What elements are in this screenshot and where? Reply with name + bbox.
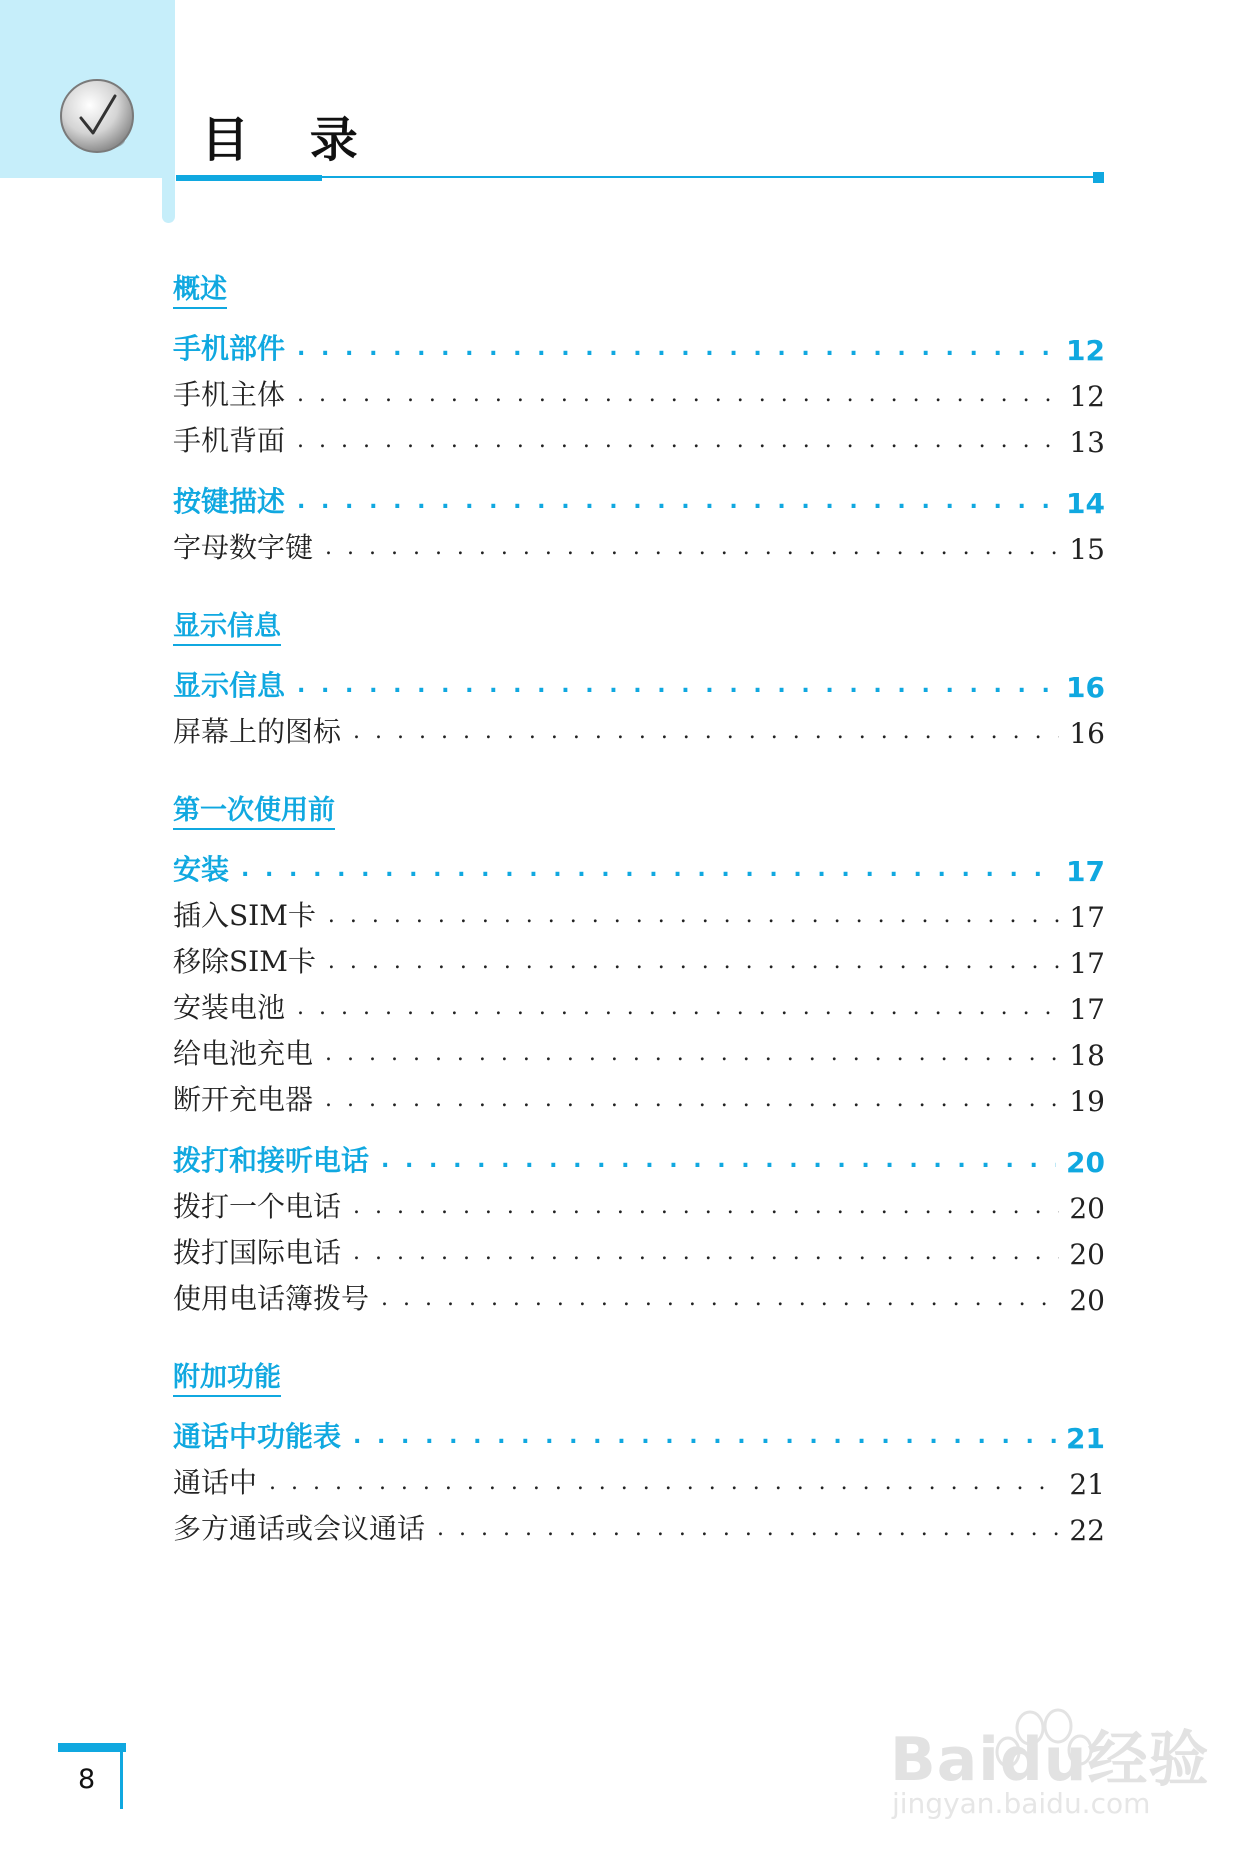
toc-entry-label: 拨打一个电话	[173, 1190, 342, 1223]
toc-leader-dots	[328, 949, 1059, 974]
checkmark-badge-icon	[55, 78, 139, 162]
toc-page-number: 19	[1069, 1085, 1105, 1118]
toc-page-number: 14	[1066, 487, 1105, 520]
toc-entry-label: 字母数字键	[173, 531, 314, 564]
toc-page-number: 17	[1069, 993, 1105, 1026]
toc-page-number: 13	[1069, 426, 1105, 459]
toc-leader-dots	[325, 1087, 1059, 1112]
toc-leader-dots	[353, 1194, 1059, 1219]
toc-entry-label: 拨打和接听电话	[173, 1144, 370, 1177]
toc-leader-dots	[297, 673, 1056, 698]
toc-major-entry[interactable]	[173, 664, 1105, 704]
page-number-bar	[58, 1743, 126, 1752]
toc-entry-label: 给电池充电	[173, 1037, 314, 1070]
toc-entry-label: 显示信息	[173, 669, 286, 702]
toc-section-heading	[173, 1360, 281, 1396]
toc-entry-label: 移除SIM卡	[173, 945, 316, 978]
toc-entry-label: 手机背面	[173, 424, 286, 457]
toc-page-number: 16	[1069, 717, 1105, 750]
toc-page-number: 17	[1066, 855, 1105, 888]
toc-leader-dots	[381, 1148, 1056, 1173]
toc-entry[interactable]	[173, 1277, 1105, 1317]
toc-leader-dots	[269, 1470, 1059, 1495]
toc-page-number: 21	[1069, 1468, 1105, 1501]
watermark-url: jingyan.baidu.com	[892, 1787, 1151, 1820]
toc-entry-label: 安装电池	[173, 991, 286, 1024]
toc-section-heading	[173, 272, 227, 308]
toc-leader-dots	[353, 1424, 1056, 1449]
toc-entry-label: 多方通话或会议通话	[173, 1512, 426, 1545]
toc-entry-label: 手机主体	[173, 378, 286, 411]
toc-entry-label: 通话中功能表	[173, 1420, 342, 1453]
toc-major-entry[interactable]	[173, 1415, 1105, 1455]
toc-page-number: 12	[1069, 380, 1105, 413]
toc-major-entry[interactable]	[173, 1139, 1105, 1179]
toc-entry[interactable]	[173, 526, 1105, 566]
toc-entry[interactable]	[173, 1078, 1105, 1118]
toc-entry[interactable]	[173, 419, 1105, 459]
toc-page-number: 20	[1069, 1192, 1105, 1225]
toc-page-number: 18	[1069, 1039, 1105, 1072]
toc-leader-dots	[353, 1240, 1059, 1265]
toc-section-heading	[173, 793, 335, 829]
toc-leader-dots	[437, 1516, 1059, 1541]
toc-entry[interactable]	[173, 986, 1105, 1026]
toc-page-number: 15	[1069, 533, 1105, 566]
toc-entry-label: 拨打国际电话	[173, 1236, 342, 1269]
toc-section-label: 第一次使用前	[173, 795, 335, 830]
toc-leader-dots	[381, 1286, 1059, 1311]
toc-entry-label: 断开充电器	[173, 1083, 314, 1116]
toc-leader-dots	[325, 1041, 1059, 1066]
toc-leader-dots	[297, 995, 1059, 1020]
toc-major-entry[interactable]	[173, 480, 1105, 520]
toc-leader-dots	[353, 719, 1059, 744]
toc-entry-label: 屏幕上的图标	[173, 715, 342, 748]
toc-section-label: 概述	[173, 274, 227, 309]
toc-leader-dots	[297, 428, 1059, 453]
toc-entry[interactable]	[173, 1461, 1105, 1501]
toc-section-label: 显示信息	[173, 611, 281, 646]
toc-entry[interactable]	[173, 710, 1105, 750]
toc-major-entry[interactable]	[173, 848, 1105, 888]
toc-page-number: 21	[1066, 1422, 1105, 1455]
toc-page-number: 12	[1066, 334, 1105, 367]
toc-section-label: 附加功能	[173, 1362, 281, 1397]
toc-leader-dots	[328, 903, 1059, 928]
watermark-brand: Baidu经验	[890, 1725, 1210, 1795]
toc-page-number: 17	[1069, 901, 1105, 934]
toc-entry-label: 按键描述	[173, 485, 286, 518]
toc-entry[interactable]	[173, 1507, 1105, 1547]
toc-entry-label: 通话中	[173, 1466, 258, 1499]
toc-entry[interactable]	[173, 940, 1105, 980]
page-number: 8	[78, 1764, 96, 1795]
toc-page-number: 20	[1069, 1284, 1105, 1317]
toc-entry[interactable]	[173, 1032, 1105, 1072]
toc-entry[interactable]	[173, 1185, 1105, 1225]
toc-page-number: 20	[1069, 1238, 1105, 1271]
toc-page-number: 22	[1069, 1514, 1105, 1547]
toc-page-number: 17	[1069, 947, 1105, 980]
toc-leader-dots	[297, 382, 1059, 407]
toc-leader-dots	[297, 489, 1056, 514]
toc-page-number: 16	[1066, 671, 1105, 704]
toc-leader-dots	[297, 336, 1056, 361]
toc-entry-label: 安装	[173, 853, 230, 886]
title-rule-accent	[176, 175, 322, 181]
toc-page-number: 20	[1066, 1146, 1105, 1179]
toc-entry-label: 手机部件	[173, 332, 286, 365]
page-number-side	[120, 1752, 123, 1809]
toc-entry-label: 使用电话簿拨号	[173, 1282, 370, 1315]
page-title: 目 录	[201, 112, 380, 168]
toc-entry[interactable]	[173, 1231, 1105, 1271]
toc-leader-dots	[325, 535, 1059, 560]
corner-bar-decoration	[162, 0, 175, 223]
toc-entry[interactable]	[173, 894, 1105, 934]
toc-entry-label: 插入SIM卡	[173, 899, 316, 932]
toc-entry[interactable]	[173, 373, 1105, 413]
toc-section-heading	[173, 609, 281, 645]
toc-leader-dots	[241, 857, 1056, 882]
title-rule-end-square	[1093, 172, 1104, 183]
toc-major-entry[interactable]	[173, 327, 1105, 367]
